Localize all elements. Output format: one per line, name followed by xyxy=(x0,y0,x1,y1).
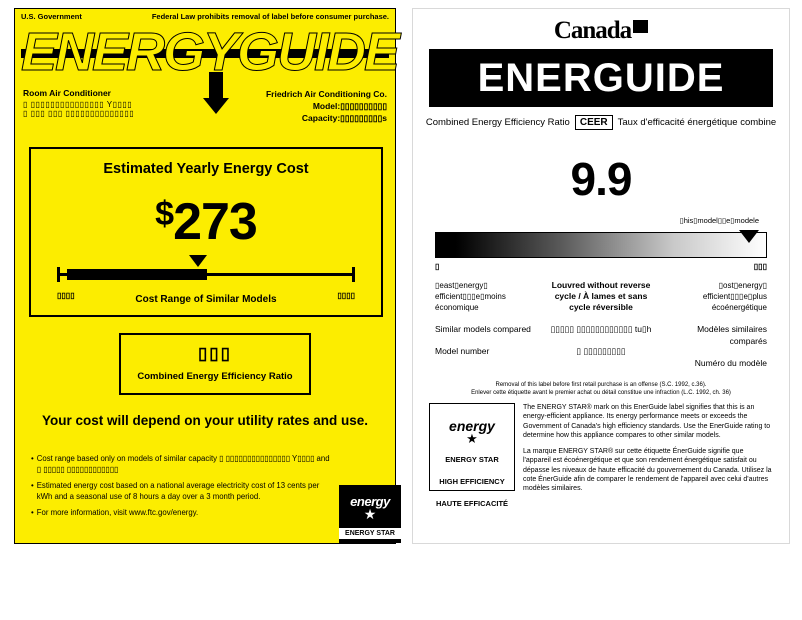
ca-product-type-col xyxy=(545,280,658,369)
us-energyguide-label xyxy=(14,8,399,544)
scale-position-marker-icon xyxy=(189,255,207,267)
ca-country-wordmark xyxy=(413,17,789,45)
ca-energy-star-caption-3: HAUTE EFFICACITÉ xyxy=(435,499,509,508)
scale-high-value: ▯▯▯▯ xyxy=(337,291,355,300)
us-appliance-info xyxy=(23,88,134,124)
energyguide-wordmark xyxy=(21,22,399,84)
us-model-value: ▯▯▯▯▯▯▯▯▯▯ xyxy=(340,101,387,111)
ca-efficiency-scale xyxy=(435,216,767,274)
ca-similar-models-value: ▯▯▯▯▯ ▯▯▯▯▯▯▯▯▯▯▯▯ tu▯h xyxy=(550,324,652,334)
us-spec-line-2: ▯ ▯▯▯ ▯▯▯ ▯▯▯▯▯▯▯▯▯▯▯▯▯▯ xyxy=(23,109,135,118)
ca-removal-notice xyxy=(429,381,773,397)
ca-scale-high-value: ▯▯▯ xyxy=(753,262,767,271)
us-spec-line-1: ▯ ▯▯▯▯▯▯▯▯▯▯▯▯▯▯▯ Y▯▯▯▯ xyxy=(23,100,133,109)
ca-energy-star-paragraph-fr: La marque ENERGY STAR® sur cette étiquette ÉnerGuide signifie que l'appareil est écoénergétique et que son rendement énergétique satisfait ou dépasse les niveaux de haute efficacité du gouvernement du Canada. Utilisez la cote ÉnerGuide afin de comparer le rendement de l'appareil avec celui d'autres modèles similaires. xyxy=(523,448,772,493)
cost-amount xyxy=(31,187,381,249)
ca-energy-star-paragraph-en: The ENERGY STAR® mark on this EnerGuide label signifies that this is an energy-efficient appliance. Its energy performance meets or exceeds the Government of Canada's high efficiency standards. Use the EnerGuide rating to determine how this appliance compares to other similar models. xyxy=(523,404,771,439)
energyguide-wordmark-label: ENERGYGUIDE xyxy=(21,22,399,82)
scale-low-value: ▯▯▯▯ xyxy=(57,291,75,300)
us-energy-star-caption: ENERGY STAR xyxy=(339,528,401,539)
us-energy-star-badge xyxy=(339,485,401,543)
scale-fill-bar xyxy=(67,269,207,280)
cost-range-scale xyxy=(57,255,355,289)
ca-similar-models-fr: Modèles similaires comparés xyxy=(697,324,767,346)
estimated-yearly-cost-box xyxy=(29,147,383,317)
ca-ceer-label-fr: Taux d'efficacité énergétique combine xyxy=(617,117,777,128)
bullet-icon: • xyxy=(31,508,34,517)
us-government-text: U.S. Government xyxy=(21,12,82,21)
us-federal-law-text: Federal Law prohibits removal of label before consumer purchase. xyxy=(151,12,389,21)
currency-symbol: $ xyxy=(155,195,174,233)
cost-amount-value: 273 xyxy=(173,193,257,251)
ca-least-efficient-text: ▯east▯energy▯ efficient▯▯▯e▯moins économique xyxy=(435,281,506,312)
star-icon: ★ xyxy=(363,506,377,522)
us-ceer-box xyxy=(119,333,311,395)
ca-scale-end-labels xyxy=(435,262,767,274)
energy-star-glyph: energy xyxy=(350,494,390,509)
ca-most-efficient-col xyxy=(667,280,767,369)
ca-scale-descriptions xyxy=(435,280,767,369)
us-tagline: Your cost will depend on your utility rates and use. xyxy=(41,413,369,428)
ca-this-model-label: ▯his▯model▯▯e▯modele xyxy=(679,216,759,225)
ca-similar-models-en: Similar models compared xyxy=(435,324,531,334)
ca-ceer-label-en: Combined Energy Efficiency Ratio xyxy=(425,117,570,128)
ca-energuide-banner xyxy=(429,49,773,107)
scale-end-labels xyxy=(57,291,355,305)
ca-country-text: Canada xyxy=(553,17,632,44)
us-appliance-type: Room Air Conditioner xyxy=(23,88,111,98)
ca-model-number-fr: Numéro du modèle xyxy=(694,358,767,368)
canada-flag-icon xyxy=(633,20,648,33)
ca-ceer-header xyxy=(413,115,789,130)
us-header-row xyxy=(15,9,395,21)
energy-star-glyph: energy xyxy=(449,418,495,434)
ca-removal-notice-en: Removal of this label before first retail purchase is an offense (S.C. 1992, c.36). xyxy=(495,382,707,388)
us-fine-print xyxy=(31,453,331,523)
us-capacity-value: ▯▯▯▯▯▯▯▯▯s xyxy=(340,113,387,123)
ca-energy-star-caption-2: HIGH EFFICIENCY xyxy=(439,477,505,486)
us-ceer-caption: Combined Energy Efficiency Ratio xyxy=(137,371,293,382)
us-fine-print-item xyxy=(31,453,331,475)
ca-energy-star-text xyxy=(523,403,773,501)
ca-energuide-label xyxy=(412,8,790,544)
ca-scale-gradient xyxy=(435,232,767,258)
ca-product-type-text: Louvred without reverse cycle / À lames et sans cycle réversible xyxy=(551,280,651,312)
ca-energuide-wordmark: ENERGUIDE xyxy=(477,56,725,100)
energyguide-wordmark-text xyxy=(21,22,399,82)
us-manufacturer-name: Friedrich Air Conditioning Co. xyxy=(265,89,387,99)
us-fine-print-text-1: Cost range based only on models of similar capacity ▯ ▯▯▯▯▯▯▯▯▯▯▯▯▯▯▯ Y▯▯▯▯ and ▯ ▯▯▯▯▯ ▯▯▯▯▯▯▯▯▯▯▯▯ xyxy=(36,454,330,474)
us-ceer-value: ▯▯▯ xyxy=(197,344,233,363)
ca-model-number-en: Model number xyxy=(435,346,490,356)
ca-model-number-value: ▯ ▯▯▯▯▯▯▯▯▯ xyxy=(576,346,626,356)
ca-energy-star-section xyxy=(429,403,773,508)
cost-range-caption: Cost Range of Similar Models xyxy=(135,294,277,305)
us-fine-print-item xyxy=(31,507,331,518)
ca-removal-notice-fr: Enlever cette étiquette avant le premier achat ou détail constitue une infraction (L.C. 1992, ch. 36) xyxy=(471,390,731,396)
us-fine-print-text-3: For more information, visit www.ftc.gov/energy. xyxy=(36,508,199,517)
us-model-label: Model: xyxy=(312,101,341,111)
ca-ceer-abbr: CEER xyxy=(575,115,613,130)
ca-scale-low-value: ▯ xyxy=(435,262,440,271)
us-fine-print-text-2: Estimated energy cost based on a national average electricity cost of 13 cents per kWh and a seasonal use of 8 hours a day over a 3 month period. xyxy=(36,481,320,501)
us-fine-print-item xyxy=(31,480,331,502)
us-capacity-label: Capacity: xyxy=(301,113,341,123)
cost-box-title: Estimated Yearly Energy Cost xyxy=(103,161,309,177)
ca-energy-star-badge xyxy=(429,403,515,508)
ca-most-efficient-text: ▯ost▯energy▯ efficient▯▯▯e▯plus écoénergétique xyxy=(702,281,767,312)
us-manufacturer-info xyxy=(266,88,387,124)
bullet-icon: • xyxy=(31,481,34,490)
ca-energy-star-caption-1: ENERGY STAR xyxy=(445,455,499,464)
ca-rating-value: 9.9 xyxy=(570,153,632,205)
star-icon: ★ xyxy=(466,431,478,446)
ca-least-efficient-col xyxy=(435,280,535,369)
ca-scale-marker-icon xyxy=(739,230,759,243)
bullet-icon: • xyxy=(31,454,34,463)
